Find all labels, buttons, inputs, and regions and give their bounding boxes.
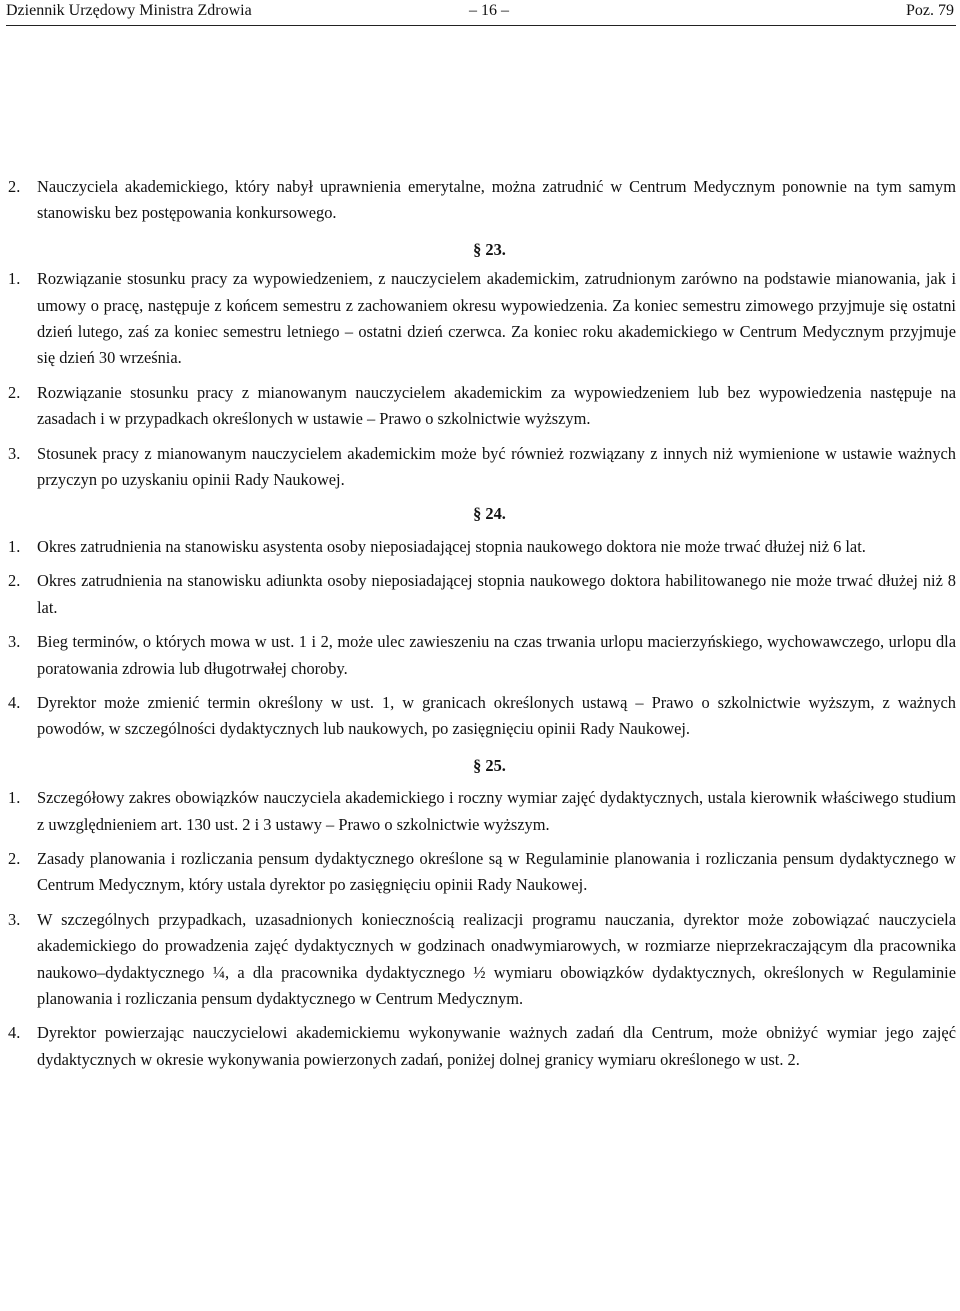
paragraph-23-1: [8, 266, 956, 372]
paragraph-22-2: [8, 174, 956, 227]
paragraph-text: W szczególnych przypadkach, uzasadnionych koniecznością realizacji programu nauczania, dyrektor może zobowiązać nauczyciela akademickiego do prowadzenia zajęć dydaktycznych w godzinach onadwymiarowych, w rozmiarze nieprzekraczającym dla pracownika naukowo–dydaktycznego ¼, a dla pracownika dydaktycznego ½ wymiaru obowiązków dydaktycznych, określonych w Regulaminie planowania i rozliczania pensum dydaktycznego w Centrum Medycznym.: [37, 909, 956, 1008]
journal-title: Dziennik Urzędowy Ministra Zdrowia: [6, 2, 252, 19]
section-25-heading: § 25.: [473, 755, 506, 775]
paragraph-24-1: [8, 534, 956, 560]
paragraph-24-2: [8, 568, 956, 621]
section-23-heading: § 23.: [473, 239, 506, 259]
paragraph-number: 4.: [8, 1023, 21, 1043]
paragraph-25-3: [8, 907, 956, 1013]
paragraph-text: Okres zatrudnienia na stanowisku asystenta osoby nieposiadającej stopnia naukowego doktora nie może trwać dłużej niż 6 lat.: [37, 536, 866, 556]
paragraph-text: Zasady planowania i rozliczania pensum dydaktycznego określone są w Regulaminie planowania i rozliczania pensum dydaktycznego w Centrum Medycznym, który ustala dyrektor po zasięgnięciu opinii Rady Naukowej.: [37, 848, 956, 895]
paragraph-23-2: [8, 380, 956, 433]
page-header: [6, 0, 956, 26]
paragraph-text: Dyrektor może zmienić termin określony w ust. 1, w granicach określonych ustawą – Prawo o szkolnictwie wyższym, z ważnych powodów, w szczególności dydaktycznych lub naukowych, po zasięgnięciu opinii Rady Naukowej.: [37, 692, 956, 739]
paragraph-24-4: [8, 690, 956, 743]
paragraph-number: 1.: [8, 536, 21, 556]
paragraph-number: 1.: [8, 788, 21, 808]
paragraph-text: Dyrektor powierzając nauczycielowi akademickiemu wykonywanie ważnych zadań dla Centrum, może obniżyć wymiar jego zajęć dydaktycznych w okresie wykonywania powierzonych zadań, poniżej dolnej granicy wymiaru określonego w ust. 2.: [37, 1023, 956, 1069]
paragraph-number: 2.: [8, 571, 21, 591]
paragraph-text: Nauczyciela akademickiego, który nabył uprawnienia emerytalne, można zatrudnić w Centrum Medycznym ponownie na tym samym stanowisku bez postępowania konkursowego.: [37, 177, 956, 223]
paragraph-text: Rozwiązanie stosunku pracy za wypowiedzeniem, z nauczycielem akademickim, zatrudnionym zarówno na podstawie mianowania, jak i umowy o pracę, następuje z końcem semestru z zachowaniem okresu wypowiedzenia. Za koniec semestru zimowego przyjmuje się ostatni dzień lutego, zaś za koniec semestru letniego – ostatni dzień czerwca. Za koniec roku akademickiego w Centrum Medycznym przyjmuje się dzień 30 września.: [37, 269, 956, 368]
paragraph-number: 2.: [8, 848, 21, 868]
paragraph-text: Okres zatrudnienia na stanowisku adiunkta osoby nieposiadającej stopnia naukowego doktora habilitowanego nie może trwać dłużej niż 8 lat.: [37, 571, 956, 617]
paragraph-text: Bieg terminów, o których mowa w ust. 1 i 2, może ulec zawieszeniu na czas trwania urlopu macierzyńskiego, wychowawczego, urlopu dla poratowania zdrowia lub długotrwałej choroby.: [37, 632, 956, 678]
page-number: – 16 –: [469, 2, 509, 19]
paragraph-25-2: [8, 846, 956, 899]
paragraph-25-1: [8, 785, 956, 838]
paragraph-text: Stosunek pracy z mianowanym nauczycielem akademickim może być również rozwiązany z innych niż wymienione w ustawie ważnych przyczyn po uzyskaniu opinii Rady Naukowej.: [37, 443, 956, 490]
paragraph-number: 2.: [8, 382, 21, 402]
paragraph-number: 3.: [8, 909, 21, 929]
paragraph-24-3: [8, 629, 956, 682]
paragraph-text: Szczegółowy zakres obowiązków nauczyciela akademickiego i roczny wymiar zajęć dydaktycznych, ustala kierownik właściwego studium z uwzględnieniem art. 130 ust. 2 i 3 ustawy – Prawo o szkolnictwie wyższym.: [37, 788, 956, 834]
document-body: [8, 174, 956, 1081]
section-24-heading: § 24.: [473, 504, 506, 524]
paragraph-23-3: [8, 441, 956, 494]
position-number: Poz. 79: [906, 2, 954, 19]
header-rule: [6, 25, 956, 26]
paragraph-text: Rozwiązanie stosunku pracy z mianowanym nauczycielem akademickim za wypowiedzeniem lub bez wypowiedzenia następuje na zasadach i w przypadkach określonych w ustawie – Prawo o szkolnictwie wyższym.: [37, 382, 956, 429]
paragraph-number: 1.: [8, 269, 21, 289]
paragraph-number: 3.: [8, 443, 21, 463]
paragraph-number: 3.: [8, 632, 21, 652]
paragraph-number: 2.: [8, 177, 21, 196]
paragraph-number: 4.: [8, 692, 21, 712]
paragraph-25-4: [8, 1020, 956, 1073]
